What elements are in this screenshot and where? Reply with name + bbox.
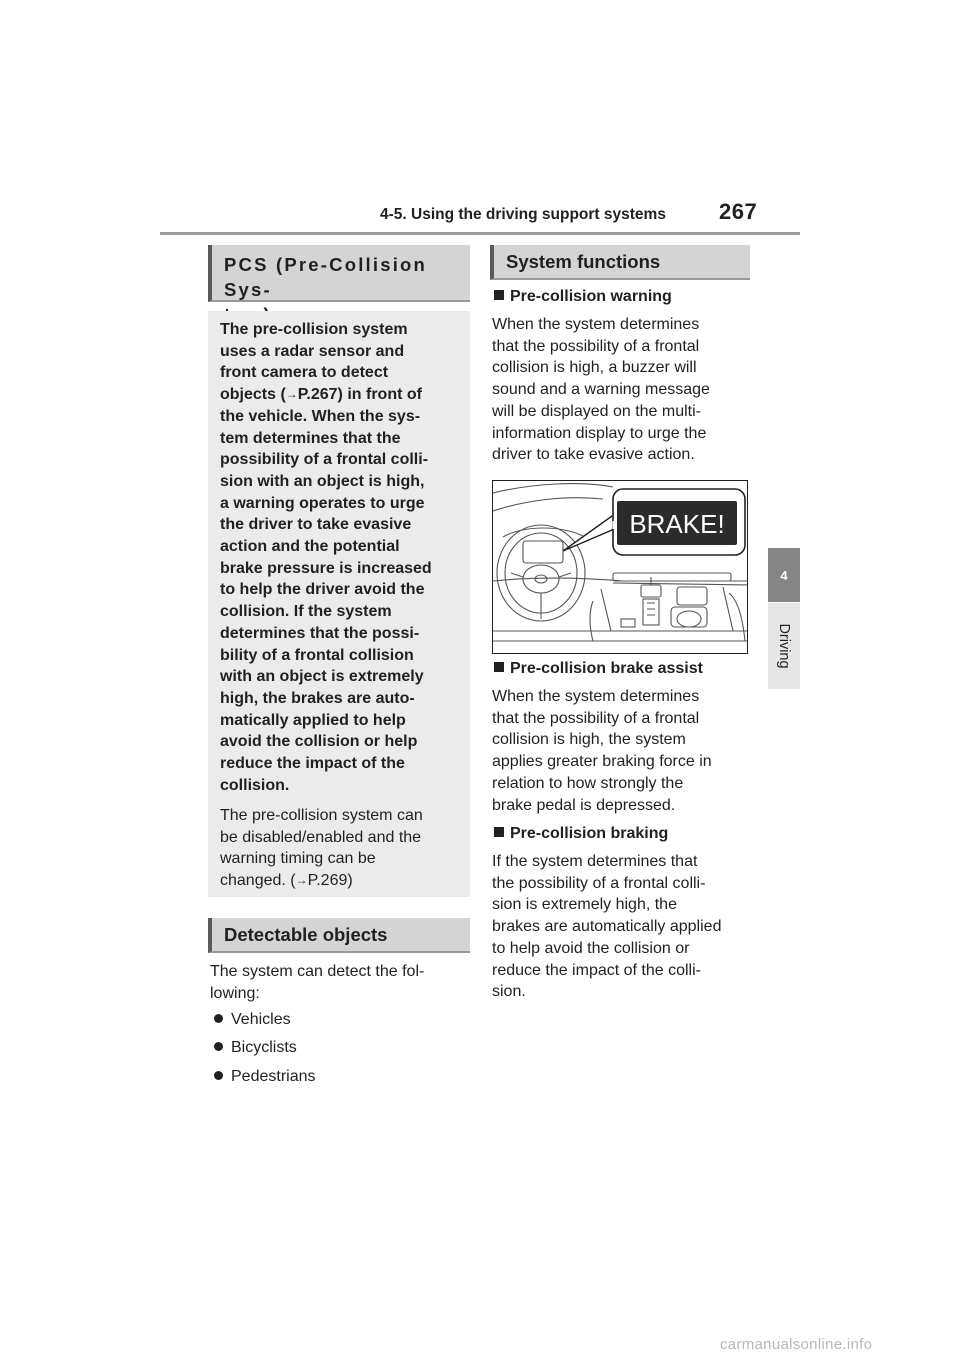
right-arrow-icon: → [295,873,308,888]
body-line: collision is high, a buzzer will [492,359,697,377]
page-number: 267 [719,199,758,224]
intro-line: sion with an object is high, [220,472,425,490]
intro-line: high, the brakes are auto- [220,689,415,707]
running-header-title: 4-5. Using the driving support systems [380,206,666,223]
body-line: The system can detect the fol- [210,963,425,980]
body-line: If the system determines that [492,853,698,870]
list-item-label: Pedestrians [231,1068,316,1085]
list-item-label: Vehicles [231,1011,291,1028]
intro-line-with-ref [220,870,466,892]
list-item [212,1009,291,1030]
body-line: brakes are automatically applied [492,918,722,936]
detect-intro-text [210,961,470,1004]
pcs-section-heading [208,245,470,302]
bullet-icon [214,1071,223,1080]
intro-line: a warning operates to urge [220,494,425,512]
body-line: the possibility of a frontal colli- [492,874,706,892]
body-line: sound and a warning message [492,381,710,399]
list-item [212,1066,316,1087]
chapter-tab-number: 4 [768,548,800,602]
body-line: reduce the impact of the colli- [492,961,701,979]
subheading-label: Pre-collision braking [510,825,669,842]
intro-line: be disabled/enabled and the [220,828,422,846]
intro-line: reduce the impact of the [220,755,405,773]
watermark: carmanualsonline.info [720,1336,873,1353]
header-rule [160,232,800,235]
intro-line: the vehicle. When the sys- [220,407,421,425]
intro-line: front camera to detect [220,364,389,382]
braking-subheading [494,823,668,844]
subheading-label: Pre-collision warning [510,288,672,305]
intro-line: The pre-collision system can [220,807,423,824]
intro-line: possibility of a frontal colli- [220,451,429,469]
chapter-tab-label: Driving [776,623,792,669]
right-arrow-icon: → [285,387,298,402]
square-bullet-icon [494,827,504,837]
body-line: information display to urge the [492,424,707,442]
pcs-heading-line1: PCS (Pre-Collision Sys- [224,254,428,300]
intro-line: the driver to take evasive [220,516,412,534]
warning-subheading [494,286,672,307]
body-line: sion. [492,983,526,1001]
intro-line: collision. If the system [220,603,392,621]
intro-line: The pre-collision system [220,321,408,338]
intro-line: with an object is extremely [220,668,424,686]
intro-line: avoid the collision or help [220,733,418,751]
intro-line: collision. [220,776,290,794]
subheading-label: Pre-collision brake assist [510,660,703,677]
body-line: lowing: [210,984,260,1002]
intro-line: action and the potential [220,538,400,556]
intro-line: warning timing can be [220,850,376,868]
intro-line-part: objects ( [220,386,286,404]
list-item [212,1037,297,1058]
brake-assist-text [492,686,748,816]
body-line: driver to take evasive action. [492,446,695,464]
square-bullet-icon [494,662,504,672]
intro-line: brake pressure is increased [220,559,432,577]
page-reference-link[interactable]: P.267) in front of [297,386,422,404]
bullet-icon [214,1014,223,1023]
body-line: will be displayed on the multi- [492,402,701,420]
body-line: that the possibility of a frontal [492,337,700,355]
cockpit-drawing [493,481,748,654]
body-line: applies greater braking force in [492,753,712,771]
braking-text [492,851,748,1003]
brake-assist-subheading [494,658,703,679]
brake-warning-text: BRAKE! [629,509,725,539]
cockpit-illustration [492,480,748,654]
intro-line-part: changed. ( [220,872,296,890]
page-reference-link[interactable]: P.269) [307,872,353,890]
body-line: sion is extremely high, the [492,896,677,914]
intro-line: bility of a frontal collision [220,646,414,664]
intro-line: matically applied to help [220,711,406,729]
detectable-objects-heading [208,918,470,953]
bullet-icon [214,1042,223,1051]
list-item-label: Bicyclists [231,1039,297,1056]
intro-normal-text [220,805,466,892]
intro-bold-text [220,319,466,796]
body-line: that the possibility of a frontal [492,709,700,727]
system-functions-heading [490,245,750,280]
body-line: When the system determines [492,688,700,705]
warning-text [492,314,748,466]
functions-heading-text: System functions [506,251,661,272]
intro-line: determines that the possi- [220,624,420,642]
intro-line: uses a radar sensor and [220,342,405,360]
detectable-heading-text: Detectable objects [224,924,388,945]
intro-line: tem determines that the [220,429,401,447]
body-line: to help avoid the collision or [492,939,690,957]
square-bullet-icon [494,290,504,300]
intro-line: to help the driver avoid the [220,581,425,599]
body-line: When the system determines [492,316,700,333]
body-line: relation to how strongly the [492,774,684,792]
intro-line-with-ref [220,384,466,406]
body-line: brake pedal is depressed. [492,796,676,814]
body-line: collision is high, the system [492,731,686,749]
